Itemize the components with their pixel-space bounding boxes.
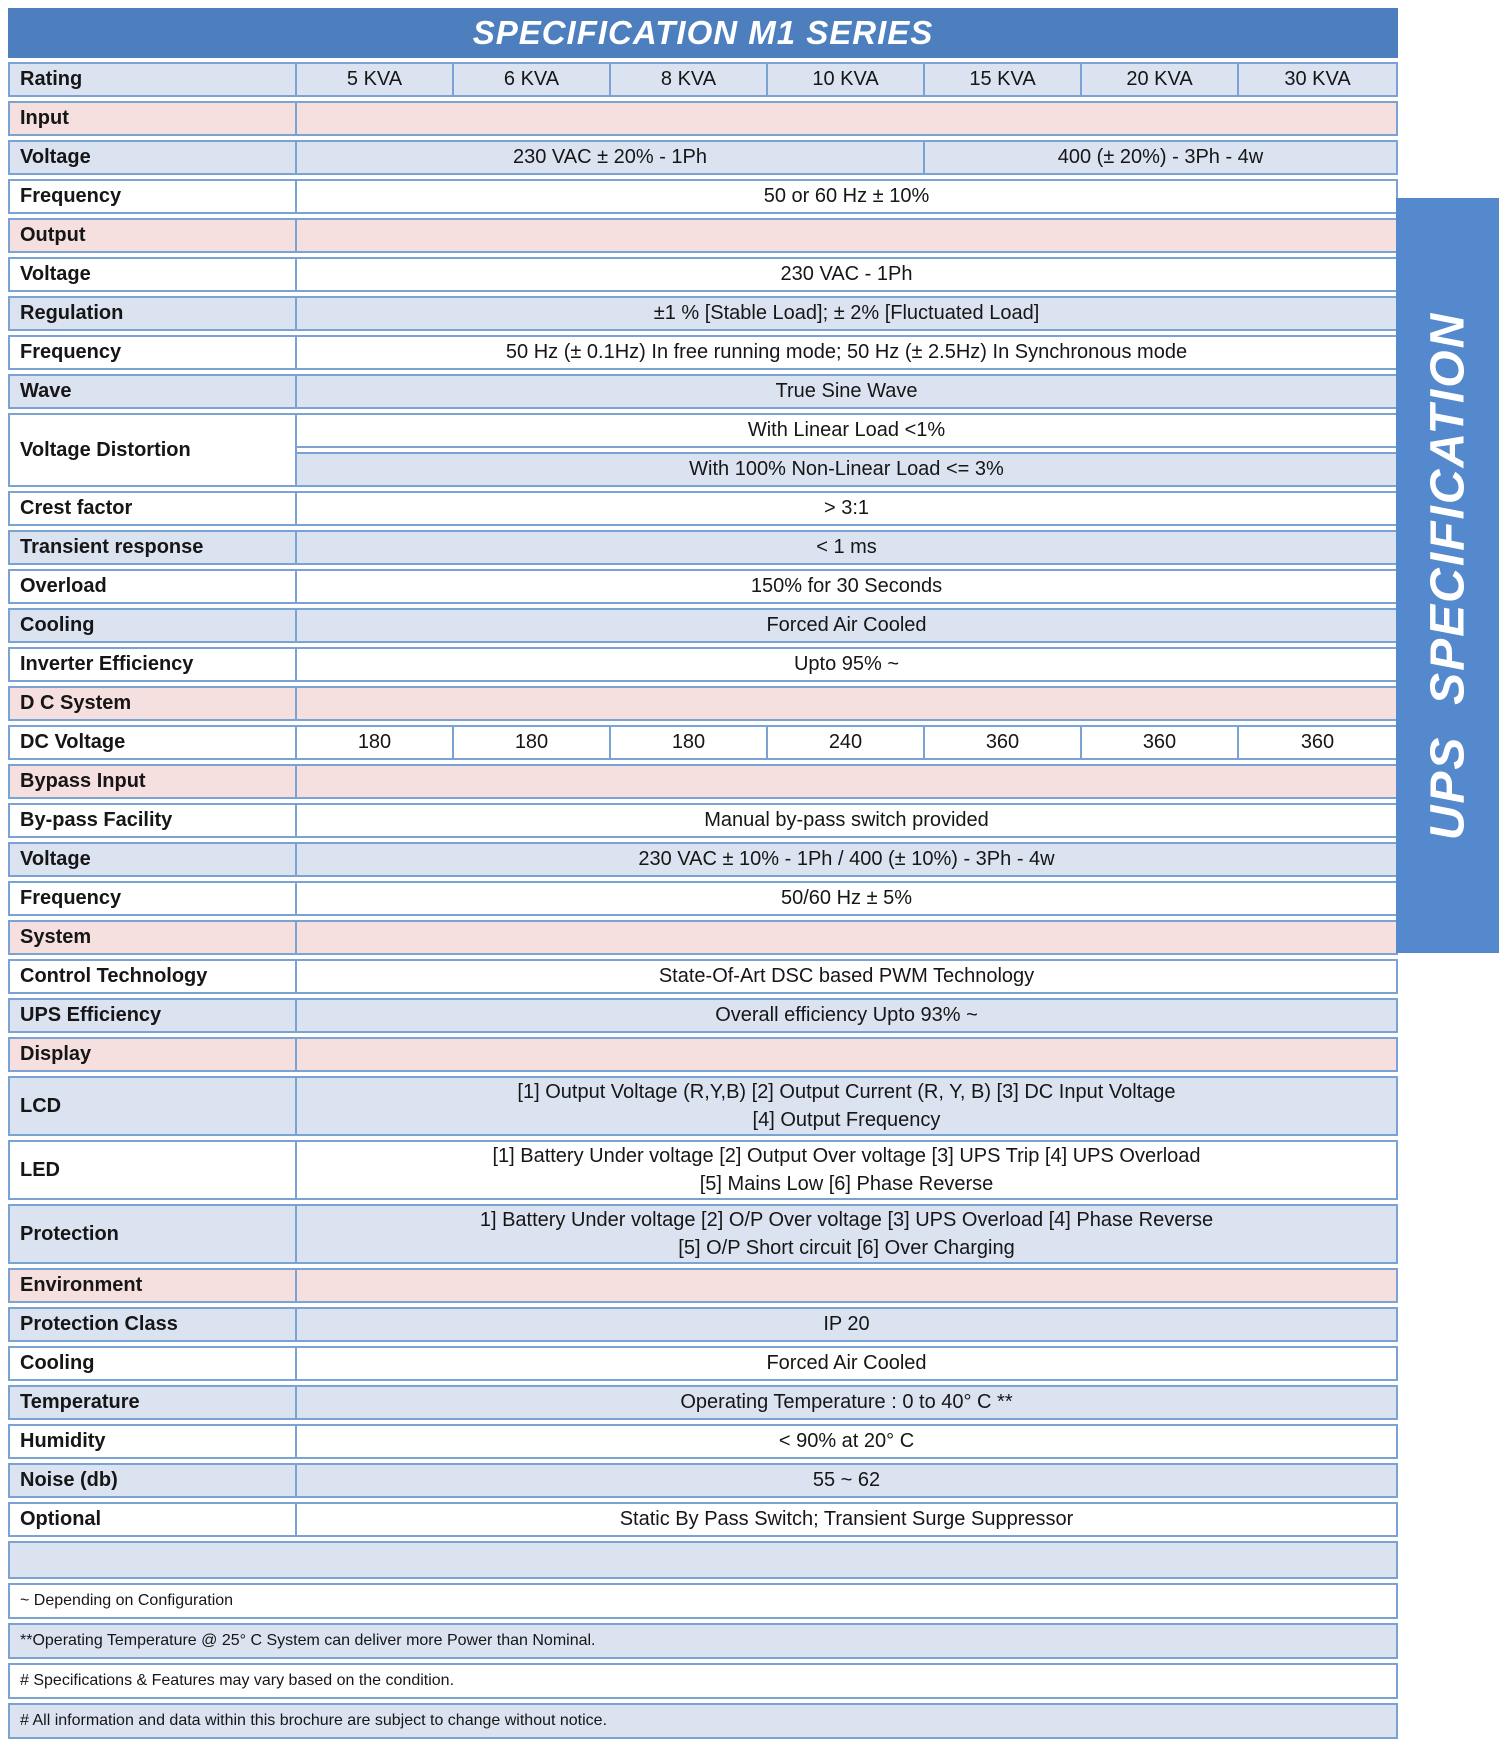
row-label: Voltage <box>8 842 297 877</box>
row-value: With 100% Non-Linear Load <= 3% <box>297 452 1398 487</box>
row-value: < 90% at 20° C <box>297 1424 1398 1459</box>
row-label: Regulation <box>8 296 297 331</box>
spec-row <box>8 842 1398 877</box>
spec-row <box>8 335 1398 370</box>
row-label: Display <box>8 1037 297 1072</box>
row-label: By-pass Facility <box>8 803 297 838</box>
row-label: Protection Class <box>8 1307 297 1342</box>
section-row <box>8 101 1398 136</box>
side-banner <box>1396 198 1499 953</box>
column-value: 180 <box>297 725 454 760</box>
row-label: LCD <box>8 1076 297 1136</box>
column-value: 8 KVA <box>611 62 768 97</box>
row-label: Input <box>8 101 297 136</box>
row-value: Manual by-pass switch provided <box>297 803 1398 838</box>
section-row <box>8 218 1398 253</box>
row-label: Environment <box>8 1268 297 1303</box>
spacer-cell <box>8 1541 1398 1579</box>
row-value: 50 or 60 Hz ± 10% <box>297 179 1398 214</box>
spec-sheet <box>8 4 1398 1743</box>
spec-row <box>8 1424 1398 1459</box>
section-filler <box>297 764 1398 799</box>
column-value: 30 KVA <box>1239 62 1398 97</box>
row-value: 50/60 Hz ± 5% <box>297 881 1398 916</box>
spec-row <box>8 959 1398 994</box>
spec-row <box>8 1541 1398 1579</box>
row-value: Forced Air Cooled <box>297 608 1398 643</box>
row-label: D C System <box>8 686 297 721</box>
footnote-row <box>8 1583 1398 1619</box>
spec-row <box>8 881 1398 916</box>
spec-row <box>8 62 1398 97</box>
spec-row <box>8 1502 1398 1537</box>
footnote: # All information and data within this brochure are subject to change without notice. <box>8 1703 1398 1739</box>
row-value: State-Of-Art DSC based PWM Technology <box>297 959 1398 994</box>
row-label: Noise (db) <box>8 1463 297 1498</box>
row-label: Bypass Input <box>8 764 297 799</box>
spec-row <box>8 413 1398 448</box>
row-value: 400 (± 20%) - 3Ph - 4w <box>925 140 1398 175</box>
row-value: With Linear Load <1% <box>297 413 1398 448</box>
row-label: Transient response <box>8 530 297 565</box>
row-label: Voltage <box>8 140 297 175</box>
spec-row <box>8 530 1398 565</box>
row-label: Frequency <box>8 335 297 370</box>
spec-row <box>8 998 1398 1033</box>
section-row <box>8 1268 1398 1303</box>
row-label: System <box>8 920 297 955</box>
row-value: 230 VAC ± 20% - 1Ph <box>297 140 925 175</box>
spec-row <box>8 140 1398 175</box>
row-value: Upto 95% ~ <box>297 647 1398 682</box>
spec-row <box>8 257 1398 292</box>
row-label: Wave <box>8 374 297 409</box>
column-value: 360 <box>1082 725 1239 760</box>
footnote: **Operating Temperature @ 25° C System can deliver more Power than Nominal. <box>8 1623 1398 1659</box>
footnote: ~ Depending on Configuration <box>8 1583 1398 1619</box>
column-value: 180 <box>611 725 768 760</box>
row-label: Crest factor <box>8 491 297 526</box>
column-value: 10 KVA <box>768 62 925 97</box>
spec-row <box>8 179 1398 214</box>
row-label: Optional <box>8 1502 297 1537</box>
section-filler <box>297 101 1398 136</box>
row-value: 230 VAC - 1Ph <box>297 257 1398 292</box>
row-label: Frequency <box>8 881 297 916</box>
row-value: 50 Hz (± 0.1Hz) In free running mode; 50 Hz (± 2.5Hz) In Synchronous mode <box>297 335 1398 370</box>
row-label: DC Voltage <box>8 725 297 760</box>
spec-row <box>8 647 1398 682</box>
title-row <box>8 8 1398 58</box>
row-label: Overload <box>8 569 297 604</box>
footnote: # Specifications & Features may vary based on the condition. <box>8 1663 1398 1699</box>
column-value: 15 KVA <box>925 62 1082 97</box>
row-value: 1] Battery Under voltage [2] O/P Over voltage [3] UPS Overload [4] Phase Reverse [5] O/P Short circuit [6] Over Charging <box>297 1204 1398 1264</box>
spec-row <box>8 374 1398 409</box>
footnote-row <box>8 1623 1398 1659</box>
spec-row <box>8 491 1398 526</box>
column-value: 360 <box>925 725 1082 760</box>
section-row <box>8 764 1398 799</box>
footnote-row <box>8 1703 1398 1739</box>
row-value: Overall efficiency Upto 93% ~ <box>297 998 1398 1033</box>
spec-row <box>8 296 1398 331</box>
row-label: Rating <box>8 62 297 97</box>
row-value: < 1 ms <box>297 530 1398 565</box>
row-label: Cooling <box>8 1346 297 1381</box>
row-label: Voltage Distortion <box>8 413 297 487</box>
spec-row <box>8 1204 1398 1264</box>
row-label: Output <box>8 218 297 253</box>
row-value: 230 VAC ± 10% - 1Ph / 400 (± 10%) - 3Ph - 4w <box>297 842 1398 877</box>
spec-row <box>8 1140 1398 1200</box>
spec-row <box>8 725 1398 760</box>
column-value: 20 KVA <box>1082 62 1239 97</box>
row-label: Frequency <box>8 179 297 214</box>
section-filler <box>297 920 1398 955</box>
column-value: 5 KVA <box>297 62 454 97</box>
column-value: 180 <box>454 725 611 760</box>
section-filler <box>297 1037 1398 1072</box>
row-value: [1] Battery Under voltage [2] Output Over voltage [3] UPS Trip [4] UPS Overload [5] Mains Low [6] Phase Reverse <box>297 1140 1398 1200</box>
section-filler <box>297 1268 1398 1303</box>
row-label: Control Technology <box>8 959 297 994</box>
column-value: 360 <box>1239 725 1398 760</box>
side-banner-text: UPS SPECIFICATION <box>1421 311 1474 840</box>
page-title: SPECIFICATION M1 SERIES <box>8 8 1398 58</box>
section-filler <box>297 218 1398 253</box>
spec-row <box>8 569 1398 604</box>
column-value: 6 KVA <box>454 62 611 97</box>
row-value: Forced Air Cooled <box>297 1346 1398 1381</box>
section-row <box>8 1037 1398 1072</box>
column-value: 240 <box>768 725 925 760</box>
row-label: Protection <box>8 1204 297 1264</box>
row-label: LED <box>8 1140 297 1200</box>
spec-row <box>8 1463 1398 1498</box>
spec-row <box>8 1385 1398 1420</box>
row-value: > 3:1 <box>297 491 1398 526</box>
row-value: IP 20 <box>297 1307 1398 1342</box>
spec-row <box>8 1346 1398 1381</box>
spec-row <box>8 803 1398 838</box>
spec-row <box>8 1076 1398 1136</box>
row-label: Humidity <box>8 1424 297 1459</box>
row-value: [1] Output Voltage (R,Y,B) [2] Output Current (R, Y, B) [3] DC Input Voltage [4] Output Frequency <box>297 1076 1398 1136</box>
row-value: Operating Temperature : 0 to 40° C ** <box>297 1385 1398 1420</box>
footnote-row <box>8 1663 1398 1699</box>
row-label: Cooling <box>8 608 297 643</box>
row-value: Static By Pass Switch; Transient Surge Suppressor <box>297 1502 1398 1537</box>
row-label: Temperature <box>8 1385 297 1420</box>
row-label: UPS Efficiency <box>8 998 297 1033</box>
spec-row <box>8 608 1398 643</box>
row-label: Voltage <box>8 257 297 292</box>
spec-table <box>8 4 1398 1743</box>
row-value: ±1 % [Stable Load]; ± 2% [Fluctuated Load] <box>297 296 1398 331</box>
spec-row <box>8 1307 1398 1342</box>
section-row <box>8 686 1398 721</box>
row-value: 150% for 30 Seconds <box>297 569 1398 604</box>
section-row <box>8 920 1398 955</box>
row-label: Inverter Efficiency <box>8 647 297 682</box>
section-filler <box>297 686 1398 721</box>
row-value: 55 ~ 62 <box>297 1463 1398 1498</box>
row-value: True Sine Wave <box>297 374 1398 409</box>
